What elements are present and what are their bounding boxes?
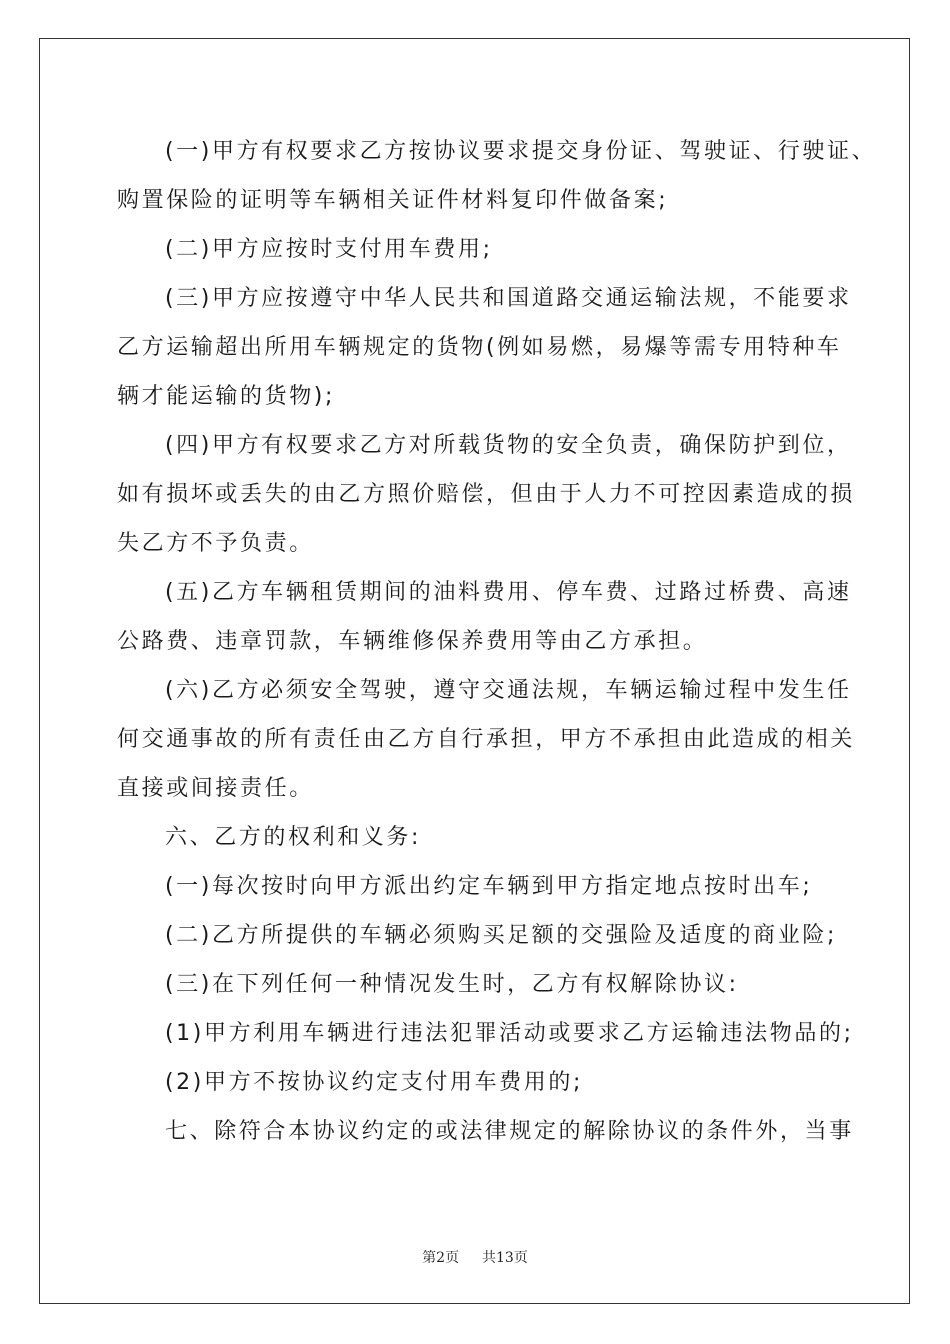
text-line: (四)甲方有权要求乙方对所载货物的安全负责，确保防护到位，: [165, 433, 852, 458]
text-line: (二)甲方应按时支付用车费用;: [165, 237, 493, 262]
text-line: (五)乙方车辆租赁期间的油料费用、停车费、过路过桥费、高速: [165, 580, 852, 605]
section-heading: 六、乙方的权利和义务:: [165, 825, 422, 850]
text-line: (三)甲方应按遵守中华人民共和国道路交通运输法规，不能要求: [165, 286, 852, 311]
text-line: (二)乙方所提供的车辆必须购买足额的交强险及适度的商业险;: [165, 923, 837, 948]
page-total: 共13页: [482, 1250, 528, 1266]
text-line: 如有损坏或丢失的由乙方照价赔偿，但由于人力不可控因素造成的损: [117, 482, 856, 507]
text-line: 公路费、违章罚款，车辆维修保养费用等由乙方承担。: [117, 629, 708, 654]
text-line: (一)每次按时向甲方派出约定车辆到甲方指定地点按时出车;: [165, 874, 813, 899]
page-number: 第2页: [422, 1250, 460, 1266]
text-line: 七、除符合本协议约定的或法律规定的解除协议的条件外，当事: [165, 1119, 854, 1144]
text-line: 乙方运输超出所用车辆规定的货物(例如易燃，易爆等需专用特种车: [117, 335, 842, 360]
text-line: (三)在下列任何一种情况发生时，乙方有权解除协议:: [165, 972, 739, 997]
text-line: 何交通事故的所有责任由乙方自行承担，甲方不承担由此造成的相关: [117, 727, 856, 752]
page-footer: [0, 1247, 950, 1267]
text-line: 辆才能运输的货物);: [117, 384, 335, 409]
text-line: (一)甲方有权要求乙方按协议要求提交身份证、驾驶证、行驶证、: [165, 139, 877, 164]
text-line: 购置保险的证明等车辆相关证件材料复印件做备案;: [117, 188, 669, 213]
text-line: (2)甲方不按协议约定支付用车费用的;: [165, 1070, 583, 1095]
text-line: 直接或间接责任。: [117, 776, 314, 801]
page-border: [39, 38, 910, 1304]
text-line: (1)甲方利用车辆进行违法犯罪活动或要求乙方运输违法物品的;: [165, 1021, 854, 1046]
text-line: (六)乙方必须安全驾驶，遵守交通法规，车辆运输过程中发生任: [165, 678, 852, 703]
text-line: 失乙方不予负责。: [117, 531, 314, 556]
